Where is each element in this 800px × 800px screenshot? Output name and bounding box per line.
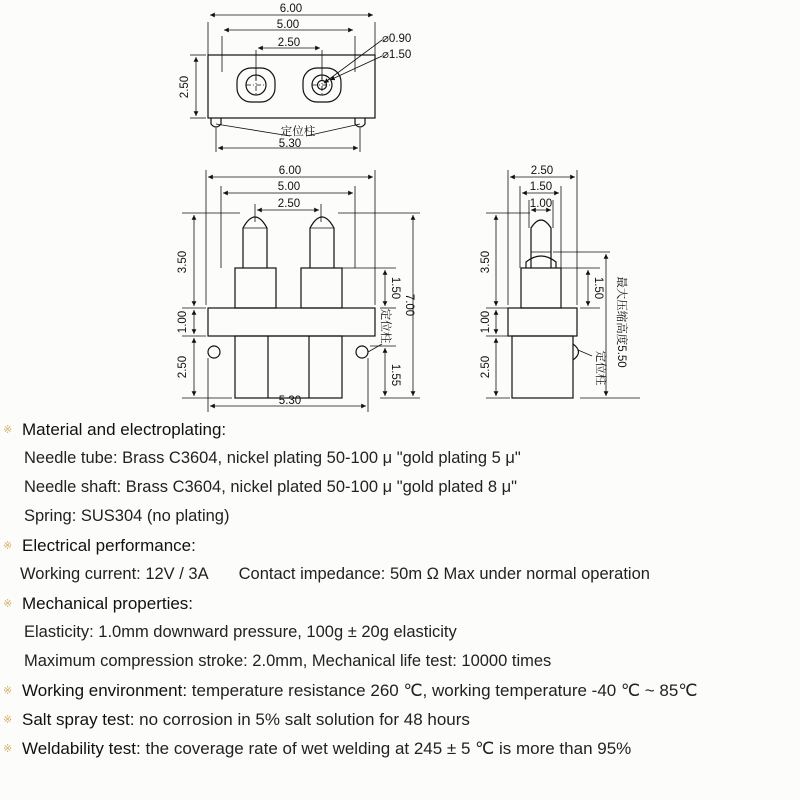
weld-heading: Weldability test: [22,739,141,758]
front-pitch-outer: 5.00 [277,181,301,193]
top-hole-small-dim: ⌀0.90 [382,33,412,45]
electrical-line [20,565,650,584]
front-stroke: 1.50 [389,276,401,300]
side-pin [531,220,551,268]
side-post [573,344,579,360]
environment-heading: Working environment: [22,681,188,700]
top-width-total: 6.00 [279,3,303,15]
top-height: 2.50 [179,75,191,99]
front-post-height: 1.55 [389,363,401,387]
side-height-flange: 1.00 [480,310,492,334]
mechanical-heading: Mechanical properties: [22,594,194,613]
side-width-total: 2.50 [530,165,554,177]
side-post-label: 定位柱 [594,350,606,386]
top-hole-large-dim: ⌀1.50 [382,49,412,61]
side-stroke: 1.50 [592,276,604,300]
front-post-right [356,346,368,358]
bullet-icon: ※ [3,685,13,697]
salt-heading: Salt spray test: [22,710,135,729]
front-pin-left [243,217,267,268]
side-width-pin: 1.00 [529,198,553,210]
electrical-impedance: Contact impedance: 50m Ω Max under normal operation [238,565,650,583]
side-view [480,165,640,398]
bullet-icon: ※ [3,540,13,552]
bullet-icon: ※ [3,743,13,755]
side-height-upper: 3.50 [480,250,492,274]
bullet-icon: ※ [3,598,13,610]
side-max-compression-label: 最大压缩高度5.50 [615,276,627,368]
side-width-mid: 1.50 [529,181,553,193]
front-width-total: 6.00 [278,165,302,177]
front-flange [208,308,375,336]
bullet-icon: ※ [3,424,13,436]
front-view [177,165,420,412]
side-lower-body [512,336,573,398]
salt-text: no corrosion in 5% salt solution for 48 hours [139,710,470,729]
front-pitch-inner: 2.50 [277,198,301,210]
side-flange [508,308,577,336]
top-view [179,3,411,152]
side-height-lower: 2.50 [480,355,492,379]
front-post-label: 定位柱 [379,308,391,344]
front-height-flange: 1.00 [177,310,189,334]
electrical-heading: Electrical performance: [22,536,196,555]
top-post-label: 定位柱 [280,126,316,138]
front-lower-body [235,336,342,398]
front-barrel-left [235,268,276,308]
bullet-icon: ※ [3,714,13,726]
front-post-left [208,346,220,358]
environment-text: temperature resistance 260 ℃, working temperature -40 ℃ ~ 85℃ [191,681,698,700]
front-post-span: 5.30 [278,395,302,407]
weld-text: the coverage rate of wet welding at 245 ± 5 ℃ is more than 95% [145,739,632,758]
mechanical-item-elasticity: Elasticity: 1.0mm downward pressure, 100g ± 20g elasticity [24,623,457,641]
mechanical-item-stroke: Maximum compression stroke: 2.0mm, Mechanical life test: 10000 times [24,652,552,670]
top-pitch-outer: 5.00 [276,19,300,31]
top-view-body [208,55,375,118]
top-pitch-inner: 2.50 [277,37,301,49]
front-height-upper: 3.50 [177,250,189,274]
material-item-tube: Needle tube: Brass C3604, nickel plating 50-100 μ "gold plating 5 μ" [24,449,521,467]
material-heading: Material and electroplating: [22,420,227,439]
front-total-height: 7.00 [403,293,415,317]
front-pin-right [310,217,334,268]
top-post-span: 5.30 [278,138,302,150]
side-barrel [521,268,561,308]
material-item-spring: Spring: SUS304 (no plating) [24,507,230,525]
front-barrel-right [301,268,342,308]
front-height-lower: 2.50 [177,355,189,379]
electrical-current: Working current: 12V / 3A [20,565,209,583]
material-item-shaft: Needle shaft: Brass C3604, nickel plated 50-100 μ "gold plated 8 μ" [24,478,518,496]
